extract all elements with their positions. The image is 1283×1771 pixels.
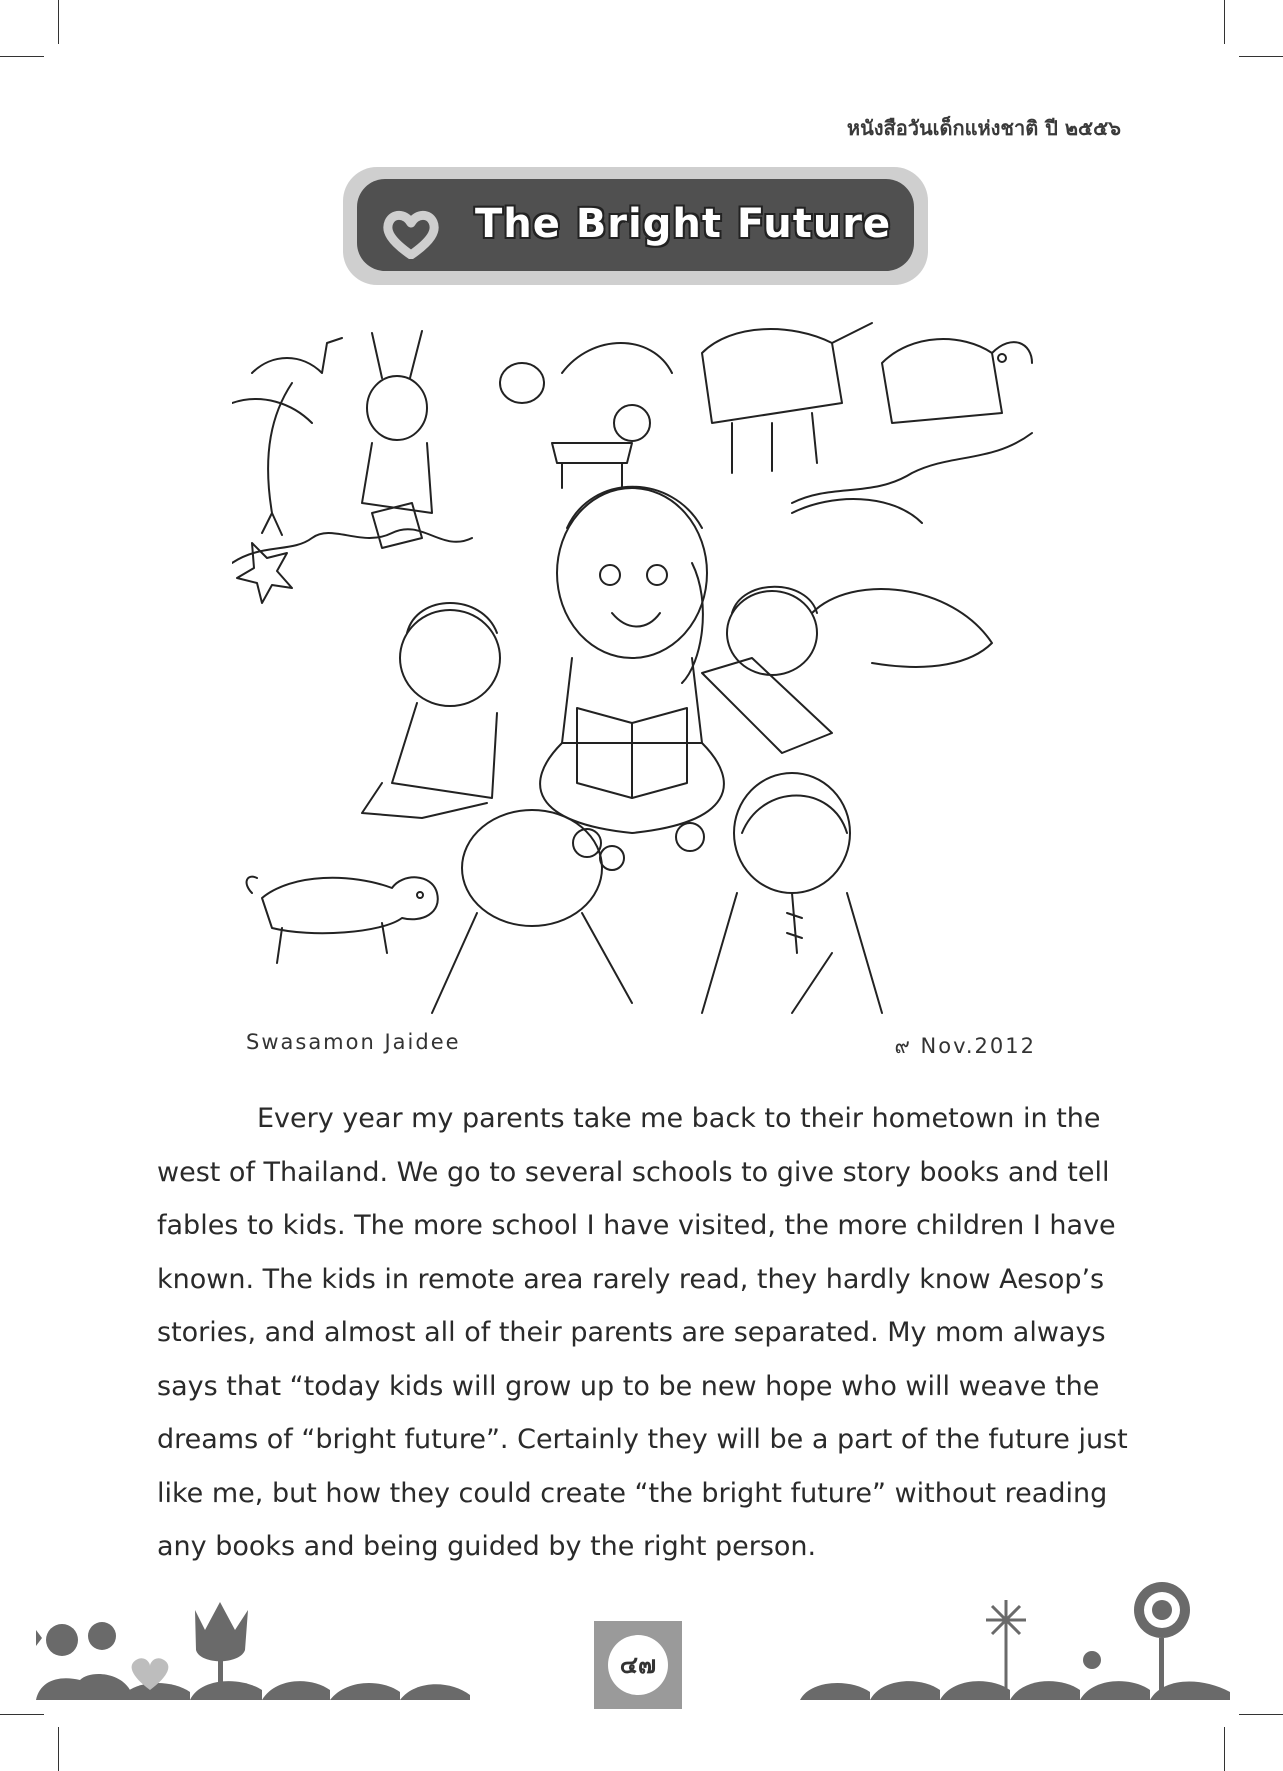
page-title: The Bright Future (475, 201, 892, 247)
artist-name: Swasamon Jaidee (246, 1030, 461, 1054)
story-line: like me, but how they could create “the bright future” without reading (157, 1477, 1108, 1509)
page-number: ๔๗ (608, 1635, 668, 1695)
crop-mark (0, 1714, 44, 1715)
story-line: stories, and almost all of their parents are separated. My mom always (157, 1317, 1106, 1348)
title-banner (343, 167, 928, 285)
title-banner-inner (357, 179, 914, 271)
story-line: any books and being guided by the right person. (157, 1531, 817, 1562)
crop-mark (1224, 1727, 1225, 1771)
crop-mark (1239, 56, 1283, 57)
crop-mark (1224, 0, 1225, 44)
page-number-box (594, 1621, 682, 1709)
story-line: fables to kids. The more school I have visited, the more children I have (157, 1210, 1116, 1241)
story-line: known. The kids in remote area rarely read, they hardly know Aesop’s (157, 1263, 1105, 1295)
crop-mark (1239, 1714, 1283, 1715)
story-line: west of Thailand. We go to several schools to give story books and tell (157, 1156, 1110, 1188)
story-line: dreams of “bright future”. Certainly they will be a part of the future just (157, 1424, 1128, 1455)
story-paragraph (157, 1092, 1128, 1574)
crop-mark (58, 0, 59, 44)
crop-mark (0, 56, 44, 57)
children-reading-illustration (232, 313, 1050, 1025)
crop-mark (58, 1727, 59, 1771)
illustration-date: ๙ Nov.2012 (894, 1034, 1036, 1058)
running-header: หนังสือวันเด็กแห่งชาติ ปี ๒๕๕๖ (846, 116, 1121, 140)
story-line: says that “today kids will grow up to be new hope who will weave the (157, 1370, 1100, 1402)
story-line: Every year my parents take me back to their hometown in the (257, 1103, 1101, 1134)
heart-icon (383, 209, 439, 259)
